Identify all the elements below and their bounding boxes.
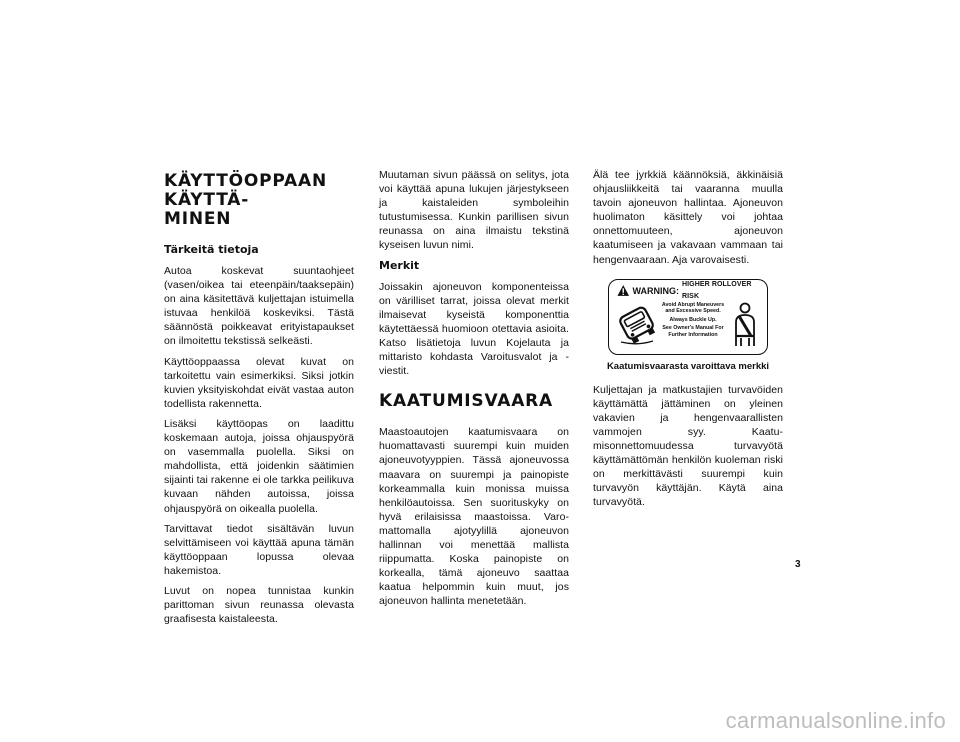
right-column — [593, 168, 783, 516]
middle-column — [379, 168, 569, 614]
heading-text: KÄYTTÖOPPAAN KÄYTTÄ- MINEN — [164, 171, 327, 229]
paragraph-drive-carefully: Älä tee jyrkkiä käännöksiä, äkkinäisiä ohjausliikkeitä tai vaaranna muulla tavoin ajoneuvon hallintaa. Ajoneuvon huolimaton käsittely voi johtaa onnettomuuteen, ajoneuvon kaatumiseen ja vakavaan vammaan tai hengenvaaraan. Aja varovaisesti. — [593, 169, 783, 266]
warning-line-buckle-up: Always Buckle Up. — [669, 316, 717, 323]
subheading-markings: Merkit — [379, 258, 420, 272]
paragraph-left-hand-drive: Lisäksi käyttöopas on laadittu koskemaan autoja, joissa ohjauspyörä on vasemmalla puolella. Siksi on mahdollista, että joidenkin säätimien sijainti tai rakenne ei ole tarkka peilikuva kuvaan nähden autoissa, joissa ohjauspyörä on oikealla puolella. — [164, 417, 354, 515]
paragraph-directions: Autoa koskevat suuntaohjeet (vasen/oikea tai eteenpäin/taaksepäin) on aina käsitettävä kuljettajan istuimella istuvaa henkilöä koskeviksi. Tästä säännöstä poikkeavat erityistapaukset on ilmoitettu tekstissä selkeästi. — [164, 265, 354, 348]
rollover-vehicle-icon — [617, 302, 657, 346]
left-column — [164, 168, 354, 632]
warning-subtitle: HIGHER ROLLOVER RISK — [681, 280, 752, 300]
section-heading-rollover: KAATUMISVAARA — [379, 391, 554, 412]
paragraph-rollover-risk: Maastoautojen kaatumisvaara on huomattavasti suurempi kuin muiden ajoneuvotyyppien. Tässä ajoneuvossa maavara on suurempi ja painopiste korkeammalla kuin monissa muissa henkilöautoissa. Sen suorituskyky on hyvä erilaisissa maastoissa. Varomattomalla ajotyylillä ajoneuvon hallinnan voi menettää mallista riippumatta. Koska painopiste on korkealla, tämä ajoneuvo saattaa kaatua helpommin kuin muut, jos ajoneuvon hallinta menetetään. — [379, 426, 569, 608]
watermark-text: carmanualsonline.info — [725, 708, 946, 733]
paragraph-seatbelt: Kuljettajan ja matkustajien turvavöiden käyttämättä jättäminen on yleinen vakavien ja hengenvaarallisten vammojen syy. Kaatumisonnettomuudessa turvavyötä käyttämättömän henkilön kuoleman riski on merkittävästi suurempi kuin turvavyön käyttäjän. Käytä aina turvavyötä. — [593, 383, 783, 509]
subheading-important-info: Tärkeitä tietoja — [164, 243, 259, 256]
paragraph-chapter-tabs: Luvut on nopea tunnistaa kunkin parittoman sivun reunassa olevasta graafisesta kaistaleesta. — [164, 584, 354, 626]
warning-line-avoid-maneuvers: Avoid Abrupt Maneuvers and Excessive Speed. — [661, 301, 725, 315]
paragraph-markings: Joissakin ajoneuvon komponenteissa on värilliset tarrat, joissa olevat merkit ilmaisevat kyseistä komponenttia käytettäessä huomioon otettavia asioita. Katso lisätietoja luvun Kojelauta ja mittaristo kohdasta Varoitusvalot ja -viestit. — [379, 280, 569, 378]
warning-triangle-icon — [617, 284, 629, 297]
paragraph-index: Tarvittavat tiedot sisältävän luvun selvittämiseen voi käyttää apuna tämän käyttöoppaan lopussa olevaa hakemistoa. — [164, 522, 354, 577]
warning-instructions — [657, 302, 729, 341]
rollover-warning-label — [608, 279, 768, 355]
warning-title: WARNING: — [632, 285, 679, 296]
paragraph-illustrations: Käyttöoppaassa olevat kuvat on tarkoitettu vain esimerkiksi. Siksi jotkin kuvien yksityiskohdat eivät vastaa auton todellista rakennetta. — [164, 355, 354, 410]
warning-label-header — [617, 280, 761, 300]
figure-caption: Kaatumisvaarasta varoittava merkki — [606, 360, 770, 372]
warning-line-see-manual: See Owner's Manual For Further Information — [662, 325, 724, 339]
seatbelt-person-icon — [731, 302, 759, 348]
paragraph-legend: Muutaman sivun päässä on selitys, jota voi käyttää apuna lukujen järjestykseen ja kaistaleiden symboleihin tutustumisessa. Kunkin parillisen sivun reunassa on aina ilmaistu tekstinä kyseisen luvun nimi. — [379, 169, 569, 252]
section-heading-manual-usage — [164, 172, 354, 229]
page-number: 3 — [795, 559, 801, 570]
